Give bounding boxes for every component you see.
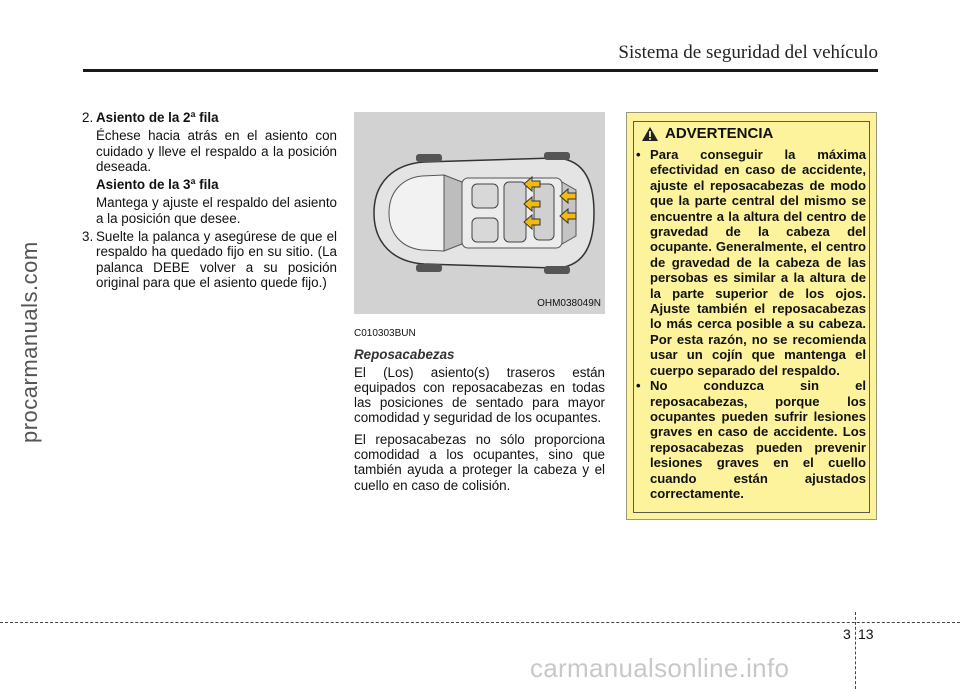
vehicle-illustration [354, 112, 605, 314]
paragraph-third-row: Mantega y ajuste el respaldo del asiento a la posición que desee. [96, 195, 337, 226]
figure-code: OHM038049N [537, 297, 601, 309]
section-code: C010303BUN [354, 328, 416, 339]
warning-title [641, 125, 773, 142]
warning-item-text: Para conseguir la máxima efectividad en caso de accidente, ajuste el reposacabezas de modo que la parte central del mismo se encuentre a la altura del centro de gravedad de la cabeza del ocupante. Generalmente, el centro de gravedad de la cabeza de las persobas es similar a la altura de la parte superior de los ojos. Ajuste también el reposacabezas lo más cerca posible a su cabeza. Por esta razón, no se recomienda usar un cojín que mantenga el cuerpo separado del respaldo. [650, 147, 866, 378]
side-watermark: procarmanuals.com [17, 241, 42, 443]
subheading-second-row: Asiento de la 2ª fila [96, 110, 219, 125]
header-rule [83, 69, 878, 72]
paragraph-release-lever: Suelte la palanca y asegúrese de que el respaldo ha quedado fijo en su sitio. (La palanca DEBE volver a su posición original para que el asiento quede fijo.) [96, 229, 337, 290]
page-divider [855, 612, 857, 689]
list-number: 2. [82, 110, 94, 125]
warning-item [636, 147, 866, 378]
paragraph-second-row: Échese hacia atrás en el asiento con cuidado y lleve el respaldo a la posición deseada. [96, 128, 337, 174]
warning-item-text: No conduzca sin el reposacabezas, porque los ocupantes pueden sufrir lesiones graves en caso de accidente. Los reposacabezas pueden prevenir lesiones graves en el cuello cuando están ajustados correctamente. [650, 378, 866, 501]
middle-column [354, 112, 605, 499]
section-heading: Reposacabezas [354, 347, 455, 363]
paragraph-headrest-protection: El reposacabezas no sólo proporciona comodidad a los ocupantes, sino que también ayuda a proteger la cabeza y el cuello en caso de colisión. [354, 431, 605, 493]
section-number: 3 [843, 626, 851, 642]
list-item-3 [82, 229, 337, 293]
page-header-title: Sistema de seguridad del vehículo [618, 42, 878, 63]
page-number: 13 [858, 626, 874, 642]
bullet: • [636, 378, 641, 394]
bullet: • [636, 147, 641, 162]
car-topview-illustration [354, 112, 605, 314]
warning-box [626, 112, 877, 520]
bottom-watermark: carmanualsonline.info [530, 653, 790, 683]
list-number: 3. [82, 229, 94, 245]
warning-item [636, 378, 866, 501]
subheading-third-row: Asiento de la 3ª fila [96, 177, 219, 193]
left-column [82, 110, 337, 293]
list-item-2 [82, 110, 337, 229]
warning-triangle-icon [641, 126, 659, 142]
warning-list [636, 147, 866, 501]
paragraph-headrest-intro: El (Los) asiento(s) traseros están equipados con reposacabezas en todas las posiciones de sentado para mayor comodidad y seguridad de los ocupantes. [354, 364, 605, 426]
warning-title-text: ADVERTENCIA [665, 125, 774, 142]
footer-rule [0, 622, 960, 623]
